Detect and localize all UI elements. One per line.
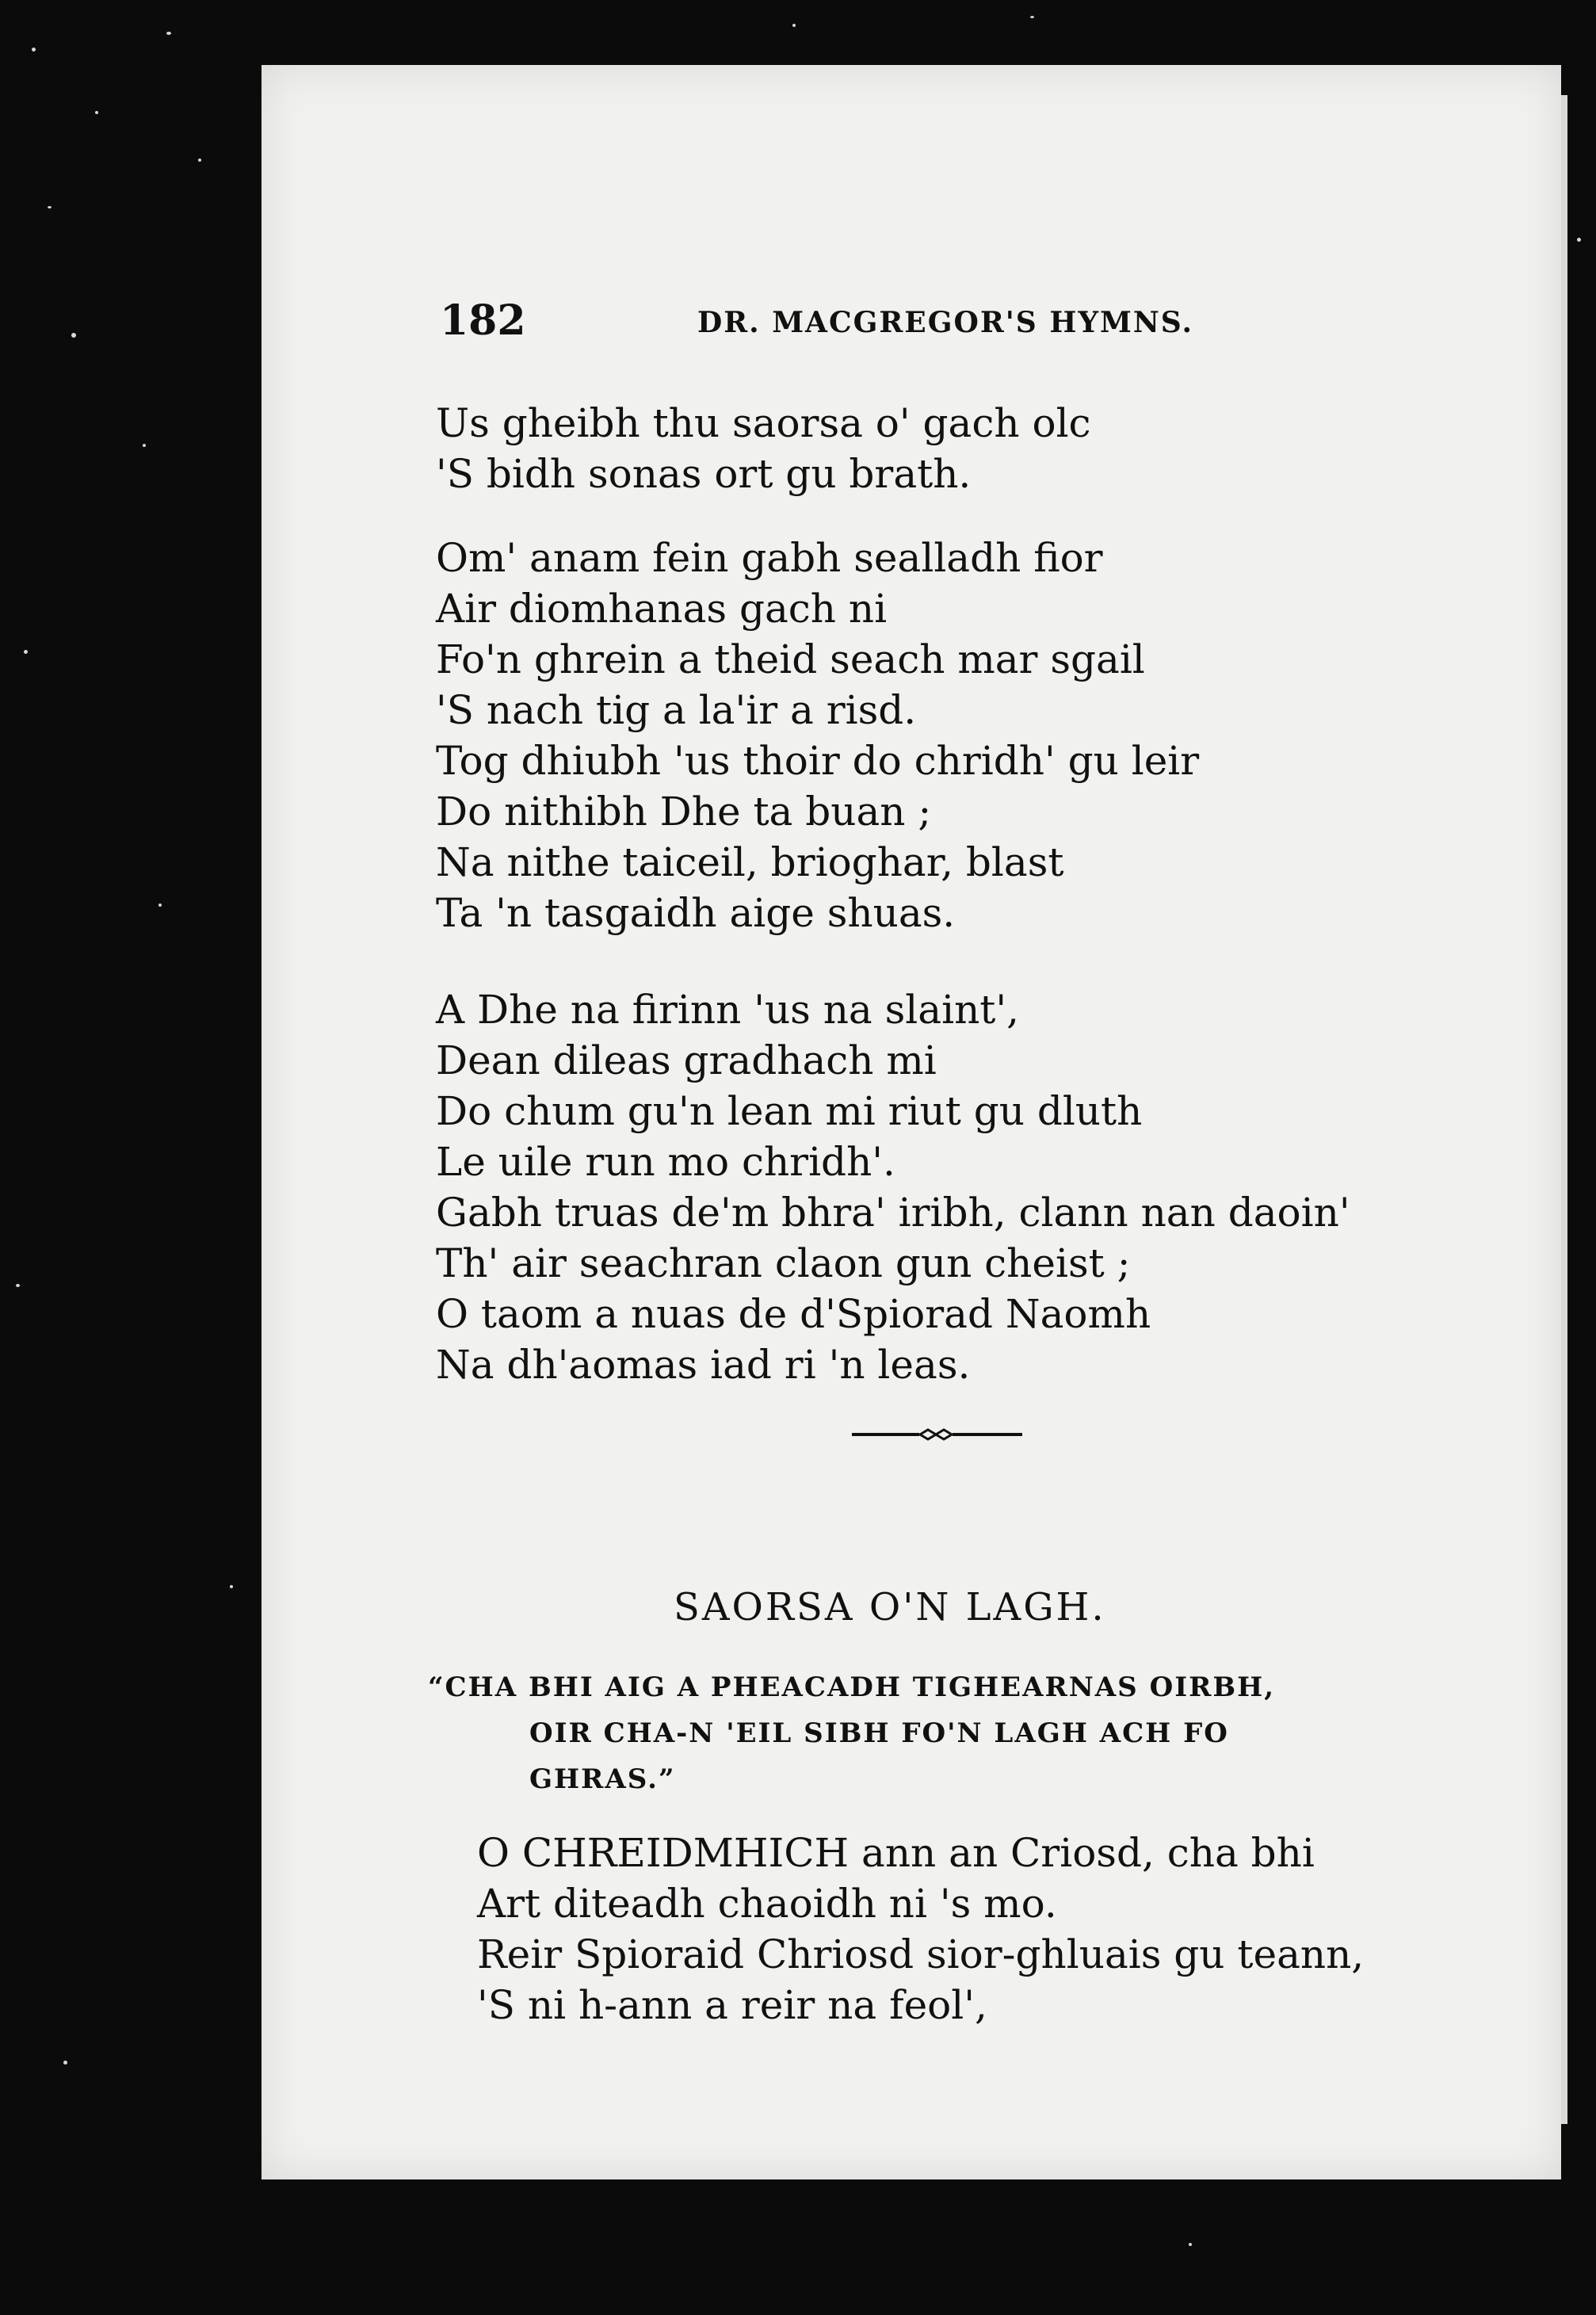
scan-speck — [1189, 2243, 1192, 2246]
verse-line — [477, 1828, 1364, 1878]
verse-line: Na nithe taiceil, brioghar, blast — [436, 839, 1064, 885]
scan-speck — [71, 333, 76, 338]
verse-line: Gabh truas de'm bhra' iribh, clann nan daoin' — [436, 1190, 1350, 1236]
verse-line: Om' anam fein gabh sealladh fior — [436, 535, 1103, 581]
stanza-2 — [436, 533, 1199, 938]
page-number: 182 — [440, 296, 526, 345]
scan-speck — [1577, 238, 1581, 242]
verse-line: Fo'n ghrein a theid seach mar sgail — [436, 636, 1145, 682]
verse-line: Do chum gu'n lean mi riut gu dluth — [436, 1088, 1143, 1134]
scan-speck — [1030, 16, 1034, 18]
scan-speck — [230, 1585, 233, 1588]
stanza-1 — [436, 398, 1091, 499]
scan-speck — [16, 1284, 20, 1287]
scan-speck — [48, 206, 52, 208]
verse-line: 'S bidh sonas ort gu brath. — [436, 451, 972, 497]
stanza-3 — [436, 984, 1350, 1390]
verse-line: Ta 'n tasgaidh aige shuas. — [436, 890, 956, 936]
verse-line: Tog dhiubh 'us thoir do chridh' gu leir — [436, 738, 1200, 784]
scan-speck — [24, 650, 28, 654]
epigraph-line: “CHA BHI AIG A PHEACADH TIGHEARNAS OIRBH, — [428, 1671, 1276, 1703]
section-divider-ornament — [852, 1427, 1022, 1442]
scan-speck — [792, 24, 796, 27]
verse-line: Dean dileas gradhach mi — [436, 1037, 937, 1083]
verse-line: Le uile run mo chridh'. — [436, 1139, 895, 1185]
verse-line: Air diomhanas gach ni — [436, 586, 888, 632]
verse-line: O taom a nuas de d'Spiorad Naomh — [436, 1291, 1151, 1337]
verse-line: Art diteadh chaoidh ni 's mo. — [477, 1881, 1057, 1927]
scan-speck — [95, 111, 98, 114]
verse-line: Reir Spioraid Chriosd sior-ghluais gu teann, — [477, 1931, 1365, 1977]
scan-speck — [158, 903, 162, 907]
verse-line-rest: ann an Criosd, cha bhi — [849, 1830, 1315, 1876]
epigraph-line: OIR CHA-N 'EIL SIBH FO'N LAGH ACH FO — [529, 1717, 1229, 1749]
verse-first-word: O CHREIDMHICH — [477, 1830, 850, 1876]
scan-speck — [198, 159, 201, 162]
verse-line: A Dhe na firinn 'us na slaint', — [436, 987, 1020, 1033]
hymn-verse — [477, 1828, 1364, 2030]
epigraph — [428, 1664, 1474, 1802]
running-head: DR. MACGREGOR'S HYMNS. — [697, 306, 1194, 339]
verse-line: Na dh'aomas iad ri 'n leas. — [436, 1342, 971, 1388]
book-page — [262, 65, 1561, 2179]
verse-line: 'S nach tig a la'ir a risd. — [436, 687, 917, 733]
epigraph-line: GHRAS.” — [529, 1763, 676, 1795]
section-title: SAORSA O'N LAGH. — [674, 1585, 1106, 1629]
scan-speck — [143, 444, 146, 447]
scan-speck — [32, 48, 36, 52]
scan-speck — [63, 2061, 67, 2065]
verse-line: 'S ni h-ann a reir na feol', — [477, 1982, 987, 2028]
scan-speck — [166, 32, 171, 35]
verse-line: Do nithibh Dhe ta buan ; — [436, 789, 932, 835]
page-header — [262, 296, 1561, 352]
verse-line: Th' air seachran claon gun cheist ; — [436, 1240, 1131, 1286]
verse-line: Us gheibh thu saorsa o' gach olc — [436, 400, 1091, 446]
